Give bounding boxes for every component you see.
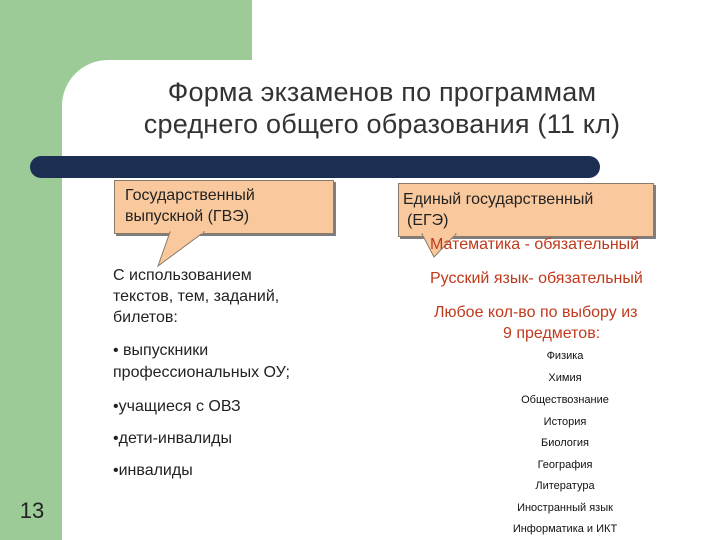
ege-callout-line-2: (ЕГЭ)	[407, 212, 449, 229]
gve-callout-line-1: Государственный	[125, 187, 255, 204]
gve-bullet-disabled-children: •дети-инвалиды	[113, 430, 232, 447]
subject-item: Физика	[546, 350, 584, 362]
page-number: 13	[19, 498, 45, 523]
title-line-1: Форма экзаменов по программам	[167, 77, 597, 107]
gve-bullet-ovz: •учащиеся с ОВЗ	[113, 398, 241, 415]
subject-item: Биология	[540, 437, 589, 449]
subject-item: Обществознание	[521, 394, 609, 406]
slide-title	[62, 76, 702, 140]
subject-item: Иностранный язык	[517, 502, 613, 514]
gve-intro-line-3: билетов:	[113, 309, 178, 326]
gve-callout-tail	[150, 230, 210, 270]
subject-item: Литература	[535, 480, 595, 492]
subject-item: Информатика и ИКТ	[512, 523, 618, 535]
ege-math-required: Математика - обязательный	[430, 236, 640, 253]
gve-bullet-graduates-cont: профессиональных ОУ;	[113, 364, 290, 381]
subject-item: История	[543, 416, 587, 428]
green-side-strip	[0, 150, 62, 540]
subject-item: География	[537, 459, 593, 471]
ege-choice-line-1: Любое кол-во по выбору из	[434, 304, 638, 321]
gve-intro-line-2: текстов, тем, заданий,	[113, 288, 280, 305]
ege-choice-line-2: 9 предметов:	[503, 325, 601, 342]
gve-bullet-disabled: •инвалиды	[113, 462, 193, 479]
ege-callout	[398, 183, 654, 237]
gve-intro-line-1: С использованием	[113, 267, 252, 284]
ege-russian-required: Русский язык- обязательный	[430, 270, 643, 287]
ege-callout-line-1: Единый государственный	[403, 191, 594, 208]
title-divider-bar	[30, 156, 600, 178]
title-line-2: среднего общего образования (11 кл)	[143, 109, 621, 139]
gve-bullet-graduates: • выпускники	[113, 342, 209, 359]
gve-callout-line-2: выпускной (ГВЭ)	[125, 208, 250, 225]
gve-callout	[114, 180, 334, 234]
subject-item: Химия	[548, 372, 582, 384]
